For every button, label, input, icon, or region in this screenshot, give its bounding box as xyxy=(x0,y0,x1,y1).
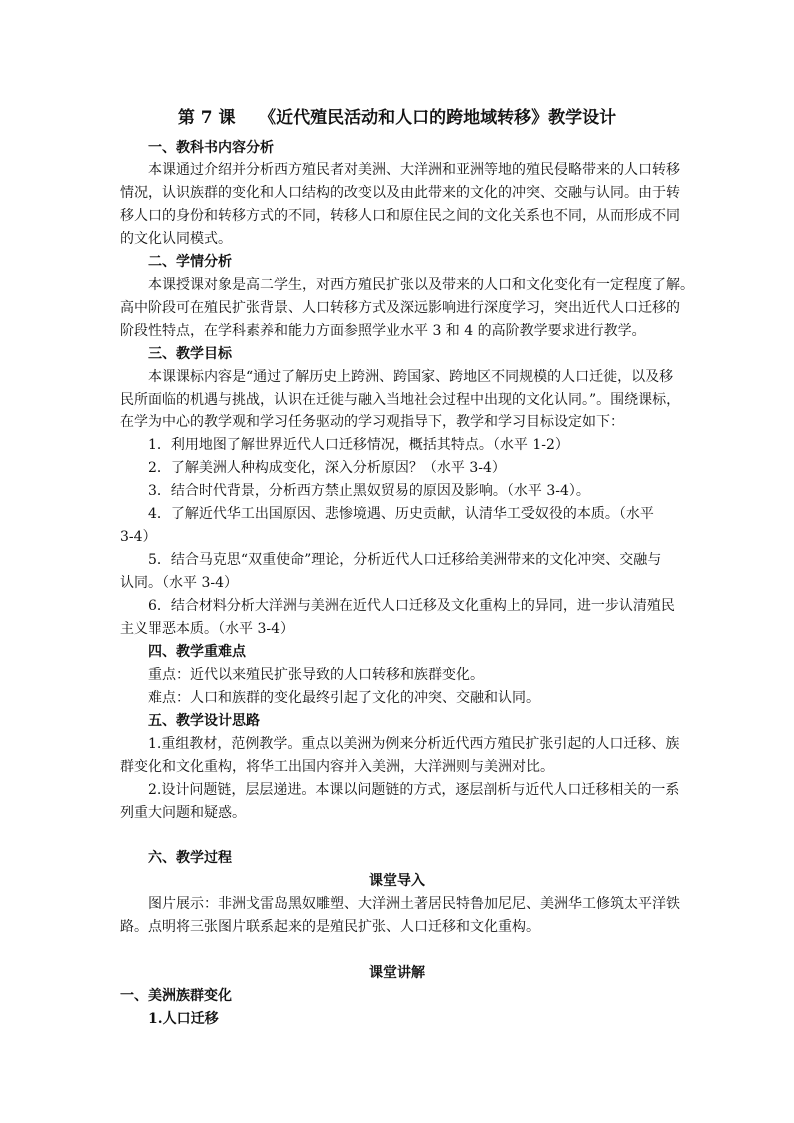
subsection-title: 课堂导入 xyxy=(369,873,425,889)
paragraph-line: 重点：近代以来殖民扩张导致的人口转移和族群变化。 xyxy=(148,667,484,683)
objective-item: 认同。（水平 3-4） xyxy=(120,575,238,591)
objective-item: 6．结合材料分析大洋洲与美洲在近代人口迁移及文化重构上的异同，进一步认清殖民 xyxy=(148,598,675,614)
paragraph-line: 群变化和文化重构，将华工出国内容并入美洲，大洋洲则与美洲对比。 xyxy=(120,759,554,775)
objective-item: 3-4） xyxy=(120,529,157,545)
subheading: 1.人口迁移 xyxy=(148,1011,219,1027)
paragraph-line: 本课课标内容是“通过了解历史上跨洲、跨国家、跨地区不同规模的人口迁徙，以及移 xyxy=(148,369,674,385)
paragraph-line: 民所面临的机遇与挑战，认识在迁徙与融入当地社会过程中出现的文化认同。”。围绕课标， xyxy=(120,392,681,408)
section-heading: 二、学情分析 xyxy=(148,254,232,270)
objective-item: 2．了解美洲人种构成变化，深入分析原因？（水平 3-4） xyxy=(148,460,506,476)
paragraph-line: 2.设计问题链，层层递进。本课以问题链的方式，逐层剖析与近代人口迁移相关的一系 xyxy=(148,782,680,798)
section-heading: 四、教学重难点 xyxy=(148,644,246,660)
paragraph-line: 本课授课对象是高二学生，对西方殖民扩张以及带来的人口和文化变化有一定程度了解。 xyxy=(148,277,694,293)
objective-item: 4．了解近代华工出国原因、悲惨境遇、历史贡献，认清华工受奴役的本质。（水平 xyxy=(148,506,654,522)
objective-item: 主义罪恶本质。（水平 3-4） xyxy=(120,621,294,637)
paragraph-line: 在学为中心的教学观和学习任务驱动的学习观指导下，教学和学习目标设定如下： xyxy=(120,414,624,430)
paragraph-line: 情况，认识族群的变化和人口结构的改变以及由此带来的文化的冲突、交融与认同。由于转 xyxy=(120,185,680,201)
paragraph-line: 本课通过介绍并分析西方殖民者对美洲、大洋洲和亚洲等地的殖民侵略带来的人口转移 xyxy=(148,162,680,178)
section-heading: 六、教学过程 xyxy=(148,850,232,866)
objective-item: 5．结合马克思“双重使命”理论，分析近代人口迁移给美洲带来的文化冲突、交融与 xyxy=(148,552,662,568)
paragraph-line: 难点：人口和族群的变化最终引起了文化的冲突、交融和认同。 xyxy=(148,690,540,706)
paragraph-line: 高中阶段可在殖民扩张背景、人口转移方式及深远影响进行深度学习，突出近代人口迁移的 xyxy=(120,300,680,316)
objective-item: 1．利用地图了解世界近代人口迁移情况，概括其特点。（水平 1-2） xyxy=(148,437,569,453)
subsection-title: 课堂讲解 xyxy=(369,965,425,981)
paragraph-line: 1.重组教材，范例教学。重点以美洲为例来分析近代西方殖民扩张引起的人口迁移、族 xyxy=(148,736,680,752)
page-title: 第 7 课 《近代殖民活动和人口的跨地域转移》教学设计 xyxy=(177,108,617,128)
paragraph-line: 列重大问题和疑惑。 xyxy=(120,805,246,821)
paragraph-line: 移人口的身份和转移方式的不同，转移人口和原住民之间的文化关系也不同，从而形成不同 xyxy=(120,208,680,224)
objective-item: 3．结合时代背景，分析西方禁止黑奴贸易的原因及影响。（水平 3-4）。 xyxy=(148,483,590,499)
paragraph-line: 的文化认同模式。 xyxy=(120,231,232,247)
section-heading: 五、教学设计思路 xyxy=(148,713,260,729)
paragraph-line: 路。点明将三张图片联系起来的是殖民扩张、人口迁移和文化重构。 xyxy=(120,919,540,935)
section-heading: 三、教学目标 xyxy=(148,346,232,362)
paragraph-line: 阶段性特点，在学科素养和能力方面参照学业水平 3 和 4 的高阶教学要求进行教学。 xyxy=(120,323,646,339)
section-heading: 一、教科书内容分析 xyxy=(148,140,274,156)
section-heading: 一、美洲族群变化 xyxy=(120,988,232,1004)
paragraph-line: 图片展示：非洲戈雷岛黑奴雕塑、大洋洲土著居民特鲁加尼尼、美洲华工修筑太平洋铁 xyxy=(148,896,680,912)
